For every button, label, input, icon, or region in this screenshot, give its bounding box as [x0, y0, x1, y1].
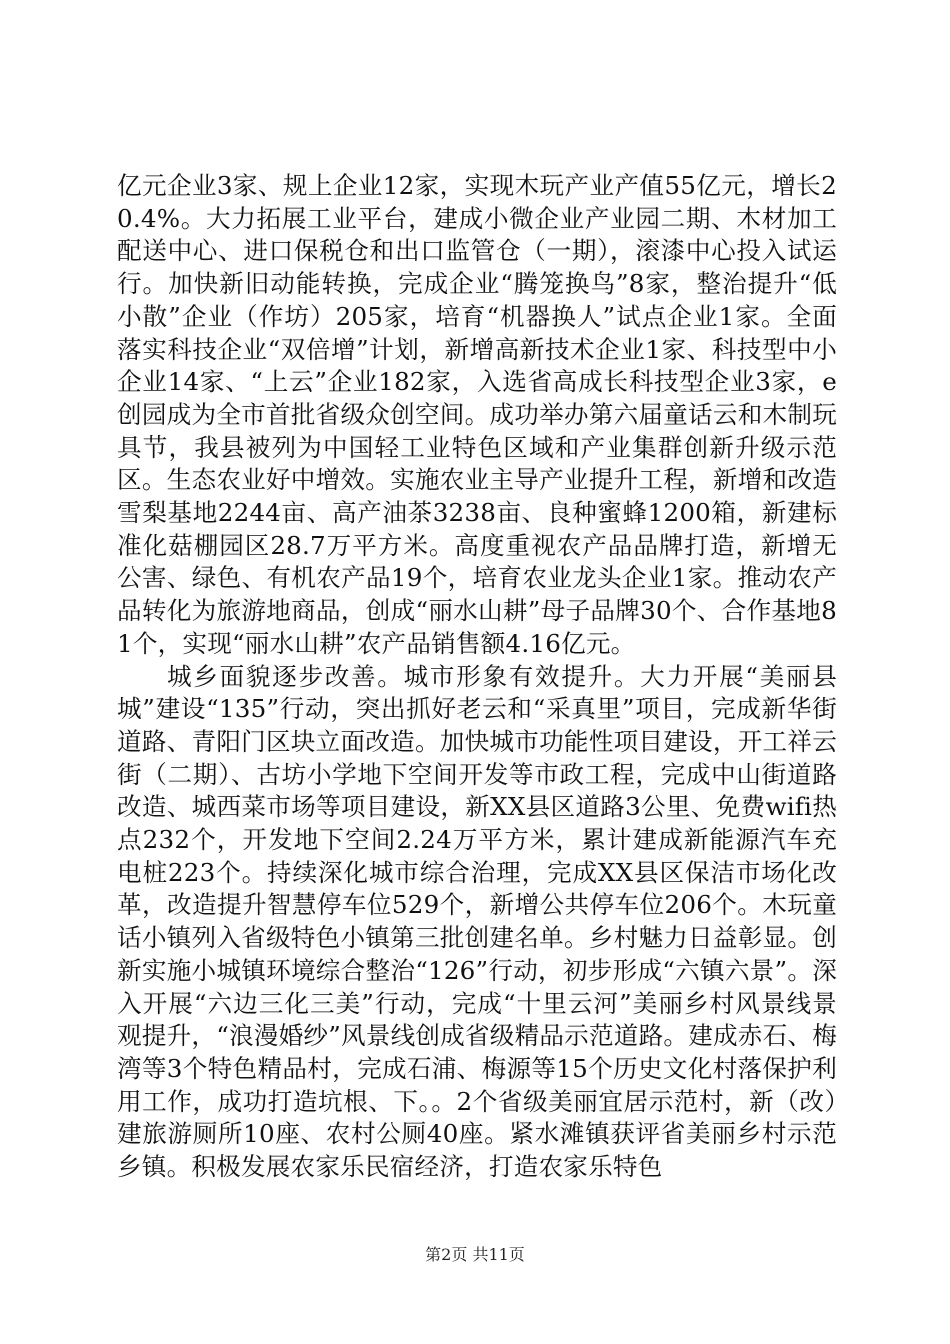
paragraph-1: 亿元企业3家、规上企业12家，实现木玩产业产值55亿元，增长20.4%。大力拓展工业平台，建成小微企业产业园二期、木材加工配送中心、进口保税仓和出口监管仓（一期），滚漆中心投入试运行。加快新旧动能转换，完成企业“腾笼换鸟”8家，整治提升“低小散”企业（作坊）205家，培育“机器换人”试点企业1家。全面落实科技企业“双倍增”计划，新增高新技术企业1家、科技型中小企业14家、“上云”企业182家，入选省高成长科技型企业3家，e创园成为全市首批省级众创空间。成功举办第六届童话云和木制玩具节，我县被列为中国轻工业特色区域和产业集群创新升级示范区。生态农业好中增效。实施农业主导产业提升工程，新增和改造雪梨基地2244亩、高产油茶3238亩、良种蜜蜂1200箱，新建标准化菇棚园区28.7万平方米。高度重视农产品品牌打造，新增无公害、绿色、有机农产品19个，培育农业龙头企业1家。推动农产品转化为旅游地商品，创成“丽水山耕”母子品牌30个、合作基地81个，实现“丽水山耕”农产品销售额4.16亿元。	[117, 171, 837, 658]
body-text	[117, 170, 837, 1184]
page-footer: 第2页 共11页	[425, 1245, 525, 1264]
paragraph-2: 城乡面貌逐步改善。城市形象有效提升。大力开展“美丽县城”建设“135”行动，突出抓好老云和“采真里”项目，完成新华街道路、青阳门区块立面改造。加快城市功能性项目建设，开工祥云街（二期）、古坊小学地下空间开发等市政工程，完成中山街道路改造、城西菜市场等项目建设，新XX县区道路3公里、免费wifi热点232个，开发地下空间2.24万平方米，累计建成新能源汽车充电桩223个。持续深化城市综合治理，完成XX县区保洁市场化改革，改造提升智慧停车位529个，新增公共停车位206个。木玩童话小镇列入省级特色小镇第三批创建名单。乡村魅力日益彰显。创新实施小城镇环境综合整治“126”行动，初步形成“六镇六景”。深入开展“六边三化三美”行动，完成“十里云河”美丽乡村风景线景观提升，“浪漫婚纱”风景线创成省级精品示范道路。建成赤石、梅湾等3个特色精品村，完成石浦、梅源等15个历史文化村落保护利用工作，成功打造坑根、下。。2个省级美丽宜居示范村，新（改）建旅游厕所10座、农村公厕40座。紧水滩镇获评省美丽乡村示范乡镇。积极发展农家乐民宿经济，打造农家乐特色	[117, 661, 837, 1182]
